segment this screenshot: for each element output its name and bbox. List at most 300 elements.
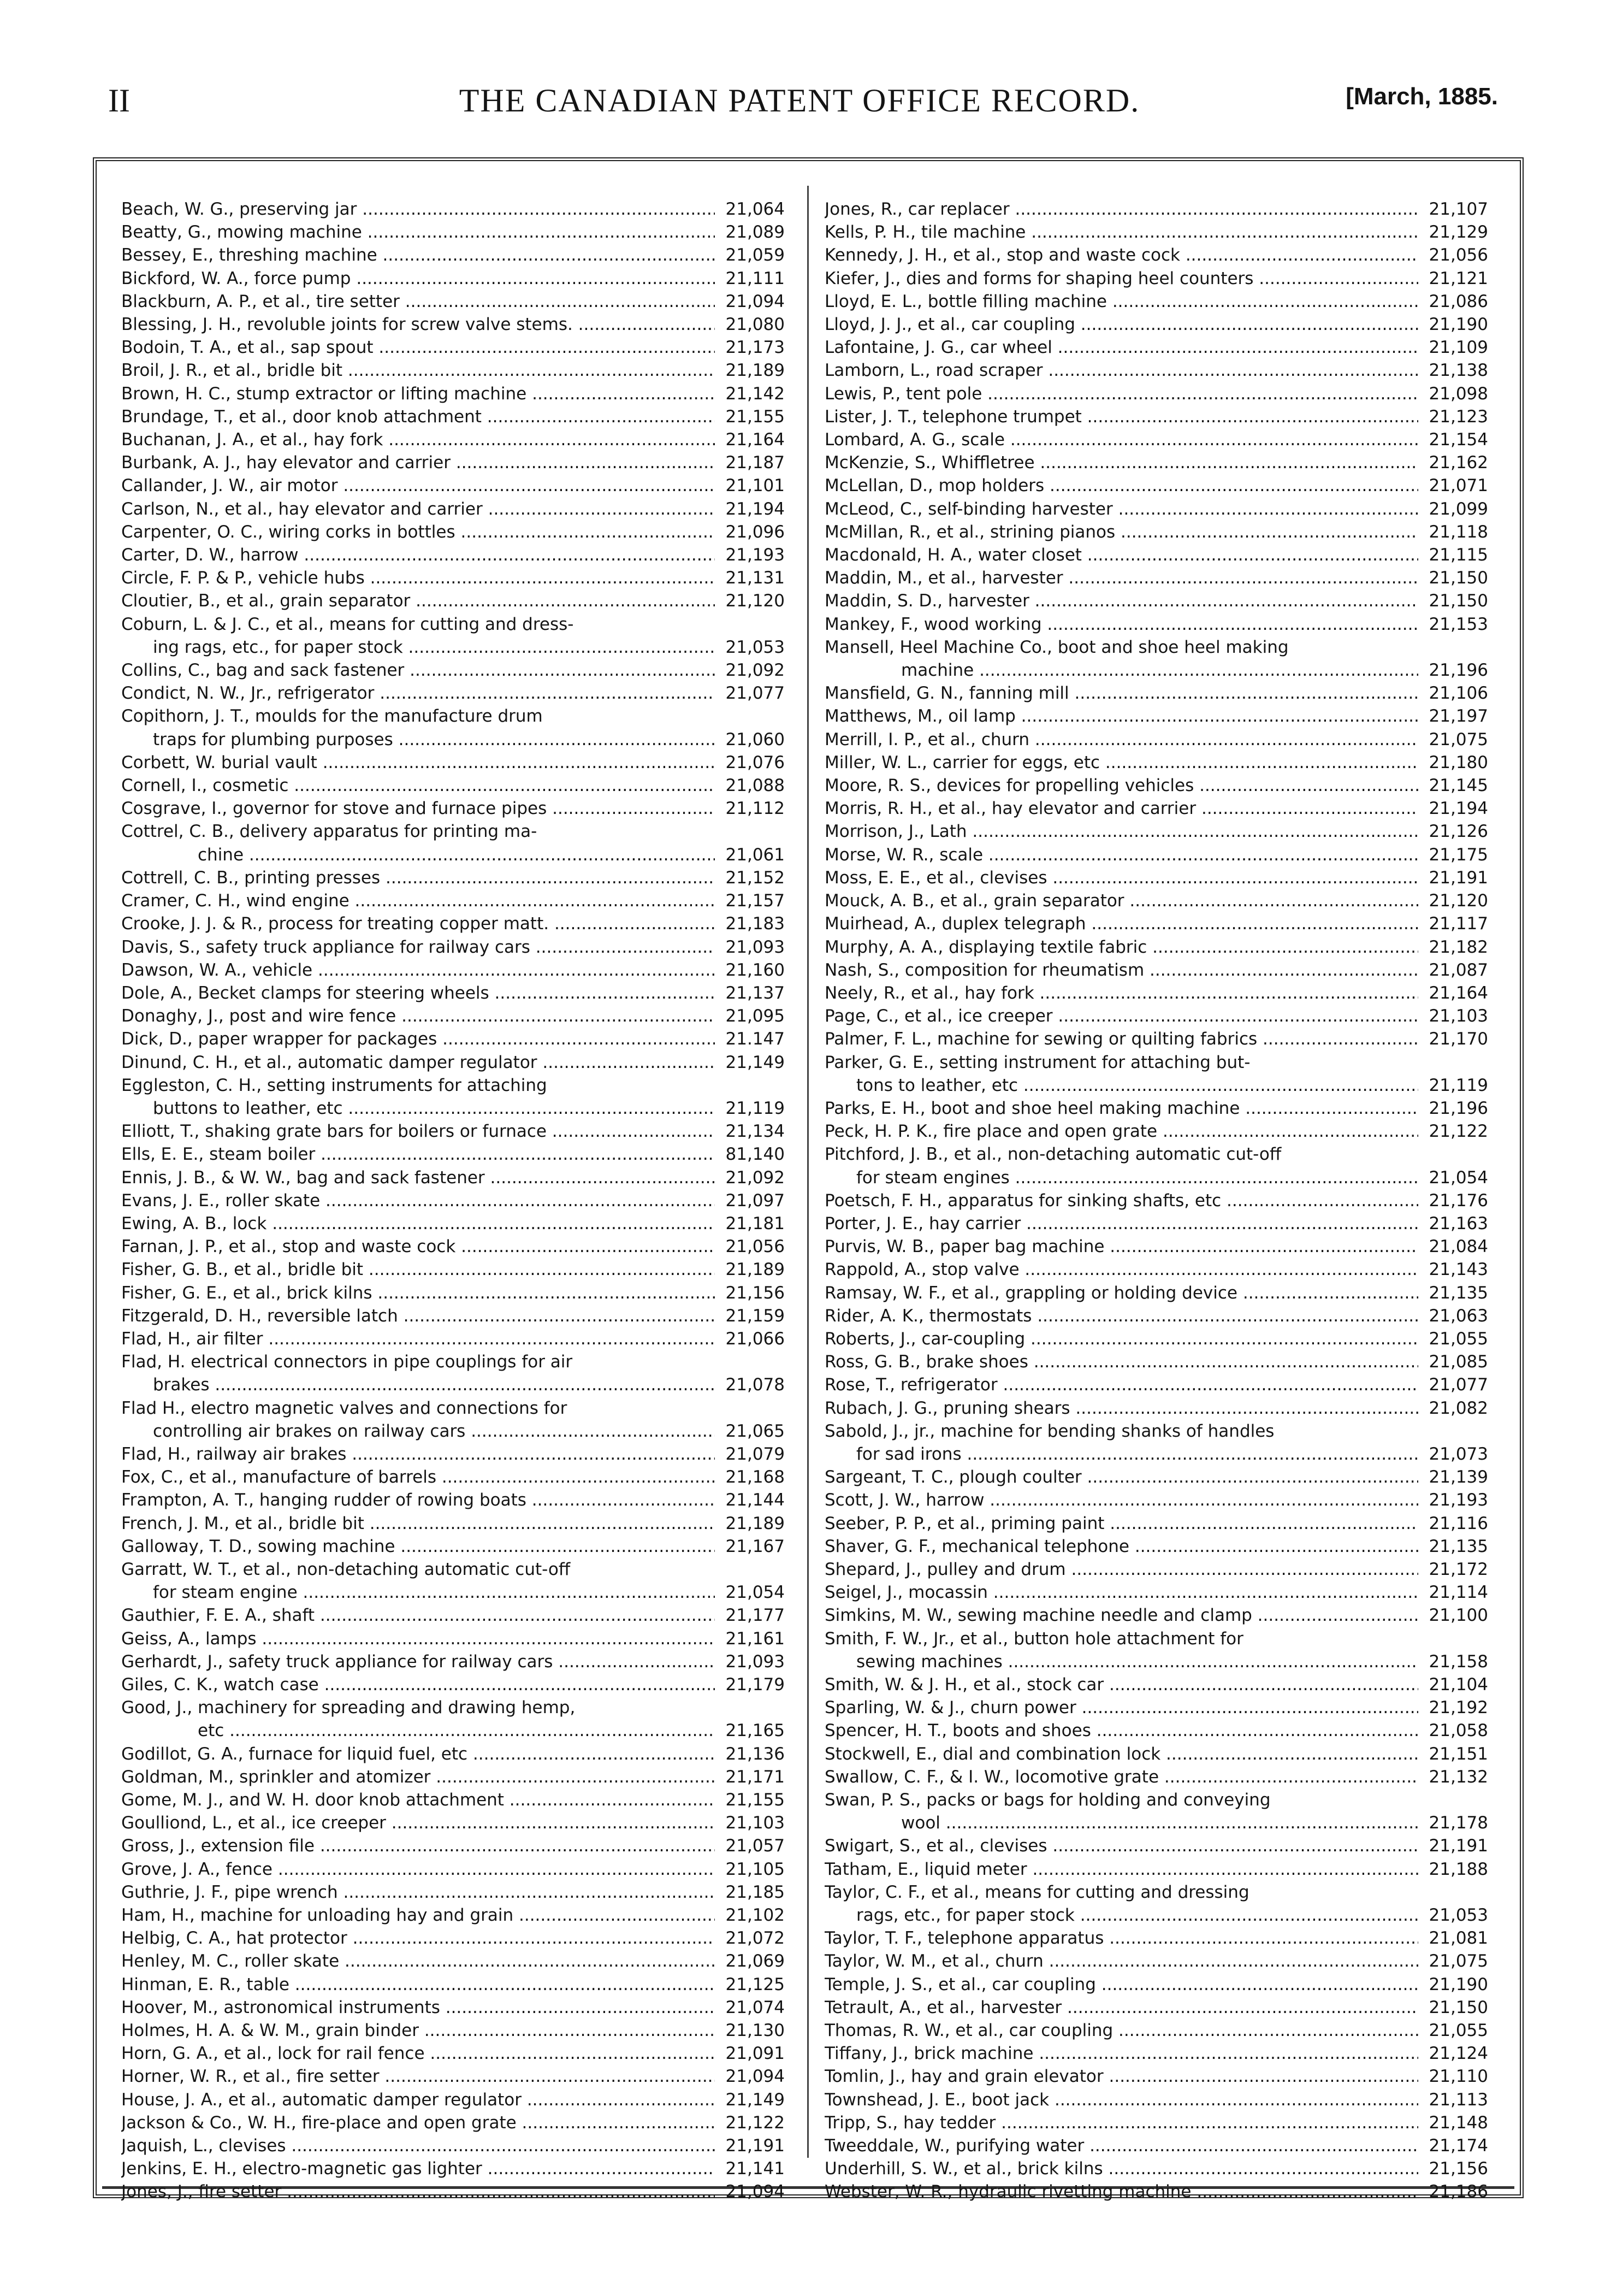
- page-number: II: [108, 82, 130, 119]
- patent-number: 21,183: [725, 914, 785, 934]
- entry-description: Horner, W. R., et al., fire setter .....: [121, 2065, 715, 2088]
- patent-number: 21,098: [1429, 383, 1488, 404]
- entry-description: Shaver, G. F., mechanical telephone .....: [825, 1535, 1418, 1558]
- entry-description: wool .....: [825, 1811, 1418, 1834]
- entry-description: Horn, G. A., et al., lock for rail fence .....: [121, 2042, 715, 2065]
- patent-number: 21,080: [725, 315, 785, 335]
- patent-number: 21,060: [725, 729, 785, 749]
- index-entry: [121, 2157, 785, 2180]
- patent-number: 21,171: [725, 1767, 785, 1787]
- index-entry: [825, 1996, 1488, 2019]
- entry-description: Gross, J., extension file .....: [121, 1834, 715, 1857]
- entry-description: Galloway, T. D., sowing machine .....: [121, 1535, 715, 1558]
- index-entry: [825, 1120, 1488, 1143]
- index-entry: [121, 1120, 785, 1143]
- patent-number: 21,055: [1429, 2021, 1488, 2041]
- entry-description: Merrill, I. P., et al., churn .....: [825, 728, 1418, 751]
- patent-number: 21,054: [1429, 1167, 1488, 1188]
- patent-number: 21,190: [1429, 315, 1488, 335]
- index-entry: [825, 1950, 1488, 1973]
- entry-description: Swigart, S., et al., clevises .....: [825, 1834, 1418, 1857]
- entry-description: Scott, J. W., harrow .....: [825, 1489, 1418, 1512]
- index-entry: [121, 1904, 785, 1927]
- index-entry: [825, 659, 1488, 682]
- index-entry: [825, 1558, 1488, 1581]
- index-entry: [825, 751, 1488, 774]
- entry-description: Maddin, M., et al., harvester .....: [825, 566, 1418, 589]
- index-entry: [825, 198, 1488, 221]
- index-entry: [825, 359, 1488, 382]
- index-entry: [121, 198, 785, 221]
- patent-number: 21,155: [725, 406, 785, 427]
- entry-description: Tetrault, A., et al., harvester .....: [825, 1996, 1418, 2019]
- entry-description: Ells, E. E., steam boiler .....: [121, 1143, 715, 1166]
- patent-number: 21,076: [725, 752, 785, 772]
- entry-description: Carlson, N., et al., hay elevator and carrier .....: [121, 498, 715, 521]
- entry-description: Dick, D., paper wrapper for packages .....: [121, 1028, 715, 1050]
- entry-description: Taylor, W. M., et al., churn .....: [825, 1950, 1418, 1973]
- entry-description: for sad irons .....: [825, 1443, 1418, 1466]
- index-entry: [121, 290, 785, 313]
- entry-description: machine .....: [825, 659, 1418, 682]
- entry-description: Purvis, W. B., paper bag machine .....: [825, 1235, 1418, 1258]
- patent-number: 81,140: [725, 1144, 785, 1165]
- index-entry: [825, 1766, 1488, 1789]
- patent-number: 21,093: [725, 937, 785, 957]
- patent-number: 21,163: [1429, 1213, 1488, 1233]
- index-entry: [825, 1235, 1488, 1258]
- entry-description: brakes .....: [121, 1373, 715, 1396]
- entry-description: Blessing, J. H., revoluble joints for screw valve stems. .....: [121, 313, 715, 336]
- index-entry-heading: Garratt, W. T., et al., non-detaching automatic cut-off: [121, 1559, 571, 1579]
- entry-description: etc .....: [121, 1719, 715, 1742]
- entry-description: Simkins, M. W., sewing machine needle and clamp .....: [825, 1604, 1418, 1627]
- entry-description: Underhill, S. W., et al., brick kilns .....: [825, 2157, 1418, 2180]
- index-entry: [121, 544, 785, 566]
- patent-number: 21,109: [1429, 338, 1488, 358]
- patent-number: 21,129: [1429, 222, 1488, 243]
- patent-number: 21,135: [1429, 1283, 1488, 1303]
- index-entry: [121, 1097, 785, 1120]
- index-entry: [825, 774, 1488, 797]
- entry-description: Jaquish, L., clevises .....: [121, 2134, 715, 2157]
- patent-number: 21,135: [1429, 1536, 1488, 1556]
- index-entry: [121, 1028, 785, 1050]
- index-entry: [121, 1719, 785, 1742]
- index-entry: [121, 1996, 785, 2019]
- entry-description: Hinman, E. R., table .....: [121, 1973, 715, 1996]
- index-entry: [825, 1189, 1488, 1212]
- patent-number: 21,120: [725, 591, 785, 611]
- entry-description: Stockwell, E., dial and combination lock .....: [825, 1743, 1418, 1766]
- patent-number: 21,154: [1429, 430, 1488, 450]
- entry-description: Henley, M. C., roller skate .....: [121, 1950, 715, 1973]
- entry-description: Bickford, W. A., force pump .....: [121, 267, 715, 290]
- patent-number: 21,191: [725, 2136, 785, 2156]
- index-entry: [825, 1673, 1488, 1696]
- entry-description: Ross, G. B., brake shoes .....: [825, 1350, 1418, 1373]
- entry-description: McKenzie, S., Whiffletree .....: [825, 451, 1418, 474]
- index-entry: [121, 336, 785, 359]
- entry-description: Cosgrave, I., governor for stove and furnace pipes .....: [121, 797, 715, 820]
- entry-description: French, J. M., et al., bridle bit .....: [121, 1512, 715, 1535]
- patent-number: 21,074: [725, 1997, 785, 2017]
- entry-description: controlling air brakes on railway cars .....: [121, 1420, 715, 1443]
- entry-description: Sparling, W. & J., churn power .....: [825, 1696, 1418, 1719]
- entry-description: Brundage, T., et al., door knob attachment .....: [121, 405, 715, 428]
- patent-number: 21,137: [725, 983, 785, 1003]
- index-entry: [121, 1443, 785, 1466]
- index-entry: [121, 1258, 785, 1281]
- entry-description: Lafontaine, J. G., car wheel .....: [825, 336, 1418, 359]
- index-entry: [825, 1282, 1488, 1305]
- entry-description: Morse, W. R., scale .....: [825, 843, 1418, 866]
- entry-description: Cloutier, B., et al., grain separator .....: [121, 589, 715, 612]
- patent-number: 21,110: [1429, 2067, 1488, 2087]
- patent-number: 21,105: [725, 1859, 785, 1879]
- entry-description: Ramsay, W. F., et al., grappling or holding device .....: [825, 1282, 1418, 1305]
- entry-description: Webster, W. R., hydraulic rivetting machine .....: [825, 2180, 1418, 2203]
- entry-description: Muirhead, A., duplex telegraph .....: [825, 912, 1418, 935]
- entry-description: Crooke, J. J. & R., process for treating copper matt. .....: [121, 912, 715, 935]
- patent-number: 21,159: [725, 1306, 785, 1326]
- patent-number: 21,114: [1429, 1583, 1488, 1603]
- index-entry: [825, 521, 1488, 544]
- index-entry: [121, 959, 785, 982]
- patent-number: 21,188: [1429, 1859, 1488, 1879]
- index-entry: [121, 1189, 785, 1212]
- patent-number: 21,132: [1429, 1767, 1488, 1787]
- entry-description: Grove, J. A., fence .....: [121, 1858, 715, 1881]
- patent-number: 21,112: [725, 799, 785, 819]
- index-entry: [825, 2157, 1488, 2180]
- patent-number: 21,156: [725, 1283, 785, 1303]
- entry-description: Broil, J. R., et al., bridle bit .....: [121, 359, 715, 382]
- patent-number: 21,160: [725, 960, 785, 980]
- entry-description: buttons to leather, etc .....: [121, 1097, 715, 1120]
- patent-number: 21,134: [725, 1122, 785, 1142]
- patent-number: 21,149: [725, 2090, 785, 2110]
- index-entry: [121, 1143, 785, 1166]
- index-entry: [825, 589, 1488, 612]
- index-entry-heading: Parker, G. E., setting instrument for attaching but-: [825, 1052, 1251, 1072]
- patent-number: 21.147: [725, 1029, 785, 1049]
- patent-number: 21,185: [725, 1882, 785, 1902]
- entry-description: Frampton, A. T., hanging rudder of rowing boats .....: [121, 1489, 715, 1512]
- entry-description: Callander, J. W., air motor .....: [121, 474, 715, 497]
- patent-number: 21,142: [725, 383, 785, 404]
- index-entry: [825, 267, 1488, 290]
- index-entry: [121, 797, 785, 820]
- index-entry: [121, 267, 785, 290]
- entry-description: Jones, R., car replacer .....: [825, 198, 1418, 221]
- index-entry: [121, 474, 785, 497]
- entry-description: Davis, S., safety truck appliance for railway cars .....: [121, 936, 715, 959]
- entry-description: McLellan, D., mop holders .....: [825, 474, 1418, 497]
- index-entry: [121, 1512, 785, 1535]
- index-entry: [825, 1443, 1488, 1466]
- patent-number: 21,189: [725, 361, 785, 381]
- index-entry: [121, 659, 785, 682]
- patent-number: 21,177: [725, 1606, 785, 1626]
- entry-description: Burbank, A. J., hay elevator and carrier .....: [121, 451, 715, 474]
- index-entry: [121, 751, 785, 774]
- patent-number: 21,097: [725, 1190, 785, 1211]
- index-entry: [825, 1512, 1488, 1535]
- entry-description: Porter, J. E., hay carrier .....: [825, 1212, 1418, 1235]
- entry-description: Beatty, G., mowing machine .....: [121, 221, 715, 244]
- index-entry: [121, 1973, 785, 1996]
- patent-number: 21,194: [1429, 799, 1488, 819]
- entry-description: Smith, W. & J. H., et al., stock car .....: [825, 1673, 1418, 1696]
- patent-number: 21,104: [1429, 1675, 1488, 1695]
- index-entry: [825, 912, 1488, 935]
- entry-description: Seeber, P. P., et al., priming paint .....: [825, 1512, 1418, 1535]
- patent-number: 21,191: [1429, 1836, 1488, 1856]
- index-entry: [825, 613, 1488, 636]
- index-entry: [121, 2042, 785, 2065]
- entry-description: Neely, R., et al., hay fork .....: [825, 982, 1418, 1005]
- index-entry: [825, 1904, 1488, 1927]
- index-entry: [121, 521, 785, 544]
- patent-number: 21,124: [1429, 2044, 1488, 2064]
- entry-description: Ham, H., machine for unloading hay and grain .....: [121, 1904, 715, 1927]
- index-entry: [121, 2180, 785, 2203]
- index-entry: [121, 498, 785, 521]
- entry-description: Moss, E. E., et al., clevises .....: [825, 866, 1418, 889]
- patent-number: 21,081: [1429, 1928, 1488, 1949]
- index-entry: [825, 244, 1488, 267]
- entry-description: Miller, W. L., carrier for eggs, etc .....: [825, 751, 1418, 774]
- patent-number: 21,088: [725, 776, 785, 796]
- index-entry: [121, 2134, 785, 2157]
- patent-number: 21,057: [725, 1836, 785, 1856]
- entry-description: Helbig, C. A., hat protector .....: [121, 1927, 715, 1950]
- entry-description: Carpenter, O. C., wiring corks in bottles .....: [121, 521, 715, 544]
- entry-description: Holmes, H. A. & W. M., grain binder .....: [121, 2019, 715, 2042]
- entry-description: tons to leather, etc .....: [825, 1074, 1418, 1097]
- index-entry: [121, 428, 785, 451]
- patent-number: 21,197: [1429, 706, 1488, 727]
- patent-number: 21,150: [1429, 568, 1488, 588]
- patent-number: 21,156: [1429, 2159, 1488, 2179]
- index-entry: [825, 2134, 1488, 2157]
- entry-description: Morris, R. H., et al., hay elevator and carrier .....: [825, 797, 1418, 820]
- entry-description: Evans, J. E., roller skate .....: [121, 1189, 715, 1212]
- entry-description: Tiffany, J., brick machine .....: [825, 2042, 1418, 2065]
- index-entry: [825, 1074, 1488, 1097]
- index-entry: [825, 797, 1488, 820]
- index-entry: [825, 959, 1488, 982]
- patent-number: 21,187: [725, 453, 785, 473]
- entry-description: Thomas, R. W., et al., car coupling .....: [825, 2019, 1418, 2042]
- entry-description: Cottrell, C. B., printing presses .....: [121, 866, 715, 889]
- index-entry: [121, 1282, 785, 1305]
- index-entry: [825, 866, 1488, 889]
- index-entry: [825, 474, 1488, 497]
- entry-description: Lloyd, E. L., bottle filling machine .....: [825, 290, 1418, 313]
- patent-number: 21,096: [725, 522, 785, 542]
- index-entry: [121, 244, 785, 267]
- index-entry: [121, 982, 785, 1005]
- index-entry: [825, 889, 1488, 912]
- entry-description: Gome, M. J., and W. H. door knob attachment .....: [121, 1789, 715, 1811]
- index-entry: [121, 1420, 785, 1443]
- patent-number: 21,196: [1429, 1098, 1488, 1118]
- patent-number: 21,075: [1429, 1951, 1488, 1972]
- index-entry: [121, 843, 785, 866]
- entry-description: for steam engines .....: [825, 1166, 1418, 1189]
- entry-description: Lombard, A. G., scale .....: [825, 428, 1418, 451]
- entry-description: Guthrie, J. F., pipe wrench .....: [121, 1881, 715, 1904]
- index-entry: [825, 2042, 1488, 2065]
- patent-number: 21,194: [725, 499, 785, 519]
- entry-description: Roberts, J., car-coupling .....: [825, 1327, 1418, 1350]
- index-entry: [825, 1696, 1488, 1719]
- index-entry: [825, 1973, 1488, 1996]
- left-index-column: [121, 198, 785, 2202]
- entry-description: Sargeant, T. C., plough coulter .....: [825, 1466, 1418, 1489]
- entry-description: Carter, D. W., harrow .....: [121, 544, 715, 566]
- patent-number: 21,064: [725, 199, 785, 219]
- index-entry: [121, 1650, 785, 1673]
- index-entry: [121, 889, 785, 912]
- patent-number: 21,115: [1429, 545, 1488, 565]
- index-entry: [121, 566, 785, 589]
- patent-number: 21,192: [1429, 1698, 1488, 1718]
- patent-number: 21,103: [725, 1813, 785, 1833]
- patent-number: 21,073: [1429, 1444, 1488, 1464]
- entry-description: Tatham, E., liquid meter .....: [825, 1858, 1418, 1881]
- index-entry: [121, 636, 785, 659]
- patent-number: 21,072: [725, 1928, 785, 1949]
- patent-number: 21,144: [725, 1490, 785, 1510]
- index-entry: [825, 1811, 1488, 1834]
- index-entry: [825, 221, 1488, 244]
- index-entry: [825, 2180, 1488, 2203]
- index-entry: [825, 1535, 1488, 1558]
- patent-number: 21,099: [1429, 499, 1488, 519]
- index-entry: [121, 1927, 785, 1950]
- index-entry: [825, 2088, 1488, 2111]
- patent-number: 21,180: [1429, 752, 1488, 772]
- patent-number: 21,148: [1429, 2112, 1488, 2133]
- index-entry: [825, 1166, 1488, 1189]
- entry-description: Seigel, J., mocassin .....: [825, 1581, 1418, 1604]
- entry-description: Bessey, E., threshing machine .....: [121, 244, 715, 267]
- patent-number: 21,119: [1429, 1075, 1488, 1095]
- patent-number: 21,181: [725, 1213, 785, 1233]
- patent-number: 21,170: [1429, 1029, 1488, 1049]
- patent-number: 21,173: [725, 338, 785, 358]
- index-entry: [121, 1834, 785, 1857]
- entry-description: Mansfield, G. N., fanning mill .....: [825, 682, 1418, 705]
- patent-number: 21,061: [725, 845, 785, 865]
- index-entry: [121, 451, 785, 474]
- index-entry: [121, 2088, 785, 2111]
- entry-description: Kennedy, J. H., et al., stop and waste cock .....: [825, 244, 1418, 267]
- entry-description: Mouck, A. B., et al., grain separator .....: [825, 889, 1418, 912]
- patent-number: 21,121: [1429, 268, 1488, 288]
- index-entry: [121, 774, 785, 797]
- patent-number: 21,107: [1429, 199, 1488, 219]
- entry-description: McMillan, R., et al., strining pianos .....: [825, 521, 1418, 544]
- entry-description: Kells, P. H., tile machine .....: [825, 221, 1418, 244]
- entry-description: Hoover, M., astronomical instruments .....: [121, 1996, 715, 2019]
- patent-number: 21,086: [1429, 291, 1488, 311]
- index-entry: [825, 1097, 1488, 1120]
- index-entry: [825, 405, 1488, 428]
- patent-number: 21,092: [725, 660, 785, 681]
- index-entry: [825, 544, 1488, 566]
- index-entry-heading: Taylor, C. F., et al., means for cutting and dressing: [825, 1882, 1249, 1902]
- entry-description: Lister, J. T., telephone trumpet .....: [825, 405, 1418, 428]
- entry-description: Dole, A., Becket clamps for steering wheels .....: [121, 982, 715, 1005]
- patent-number: 21,143: [1429, 1260, 1488, 1280]
- patent-number: 21,094: [725, 2182, 785, 2202]
- entry-description: Spencer, H. T., boots and shoes .....: [825, 1719, 1418, 1742]
- entry-description: Palmer, F. L., machine for sewing or quilting fabrics .....: [825, 1028, 1418, 1050]
- patent-number: 21,075: [1429, 729, 1488, 749]
- patent-number: 21,094: [725, 2067, 785, 2087]
- entry-description: sewing machines .....: [825, 1650, 1418, 1673]
- patent-number: 21,138: [1429, 361, 1488, 381]
- entry-description: Farnan, J. P., et al., stop and waste cock .....: [121, 1235, 715, 1258]
- patent-number: 21,082: [1429, 1398, 1488, 1418]
- entry-description: Page, C., et al., ice creeper .....: [825, 1005, 1418, 1028]
- patent-number: 21,153: [1429, 614, 1488, 634]
- index-entry: [825, 1212, 1488, 1235]
- index-entry-heading: Eggleston, C. H., setting instruments for attaching: [121, 1075, 547, 1095]
- patent-number: 21,122: [1429, 1122, 1488, 1142]
- index-entry: [121, 1051, 785, 1074]
- patent-number: 21,116: [1429, 1513, 1488, 1533]
- patent-number: 21,131: [725, 568, 785, 588]
- index-entry: [121, 1489, 785, 1512]
- entry-description: Geiss, A., lamps .....: [121, 1627, 715, 1650]
- patent-number: 21,130: [725, 2021, 785, 2041]
- entry-description: Tweeddale, W., purifying water .....: [825, 2134, 1418, 2157]
- entry-description: for steam engine .....: [121, 1581, 715, 1604]
- index-entry: [825, 1327, 1488, 1350]
- patent-number: 21,100: [1429, 1606, 1488, 1626]
- index-entry: [825, 1466, 1488, 1489]
- index-entry: [121, 1766, 785, 1789]
- index-entry: [121, 1005, 785, 1028]
- patent-number: 21,122: [725, 2112, 785, 2133]
- patent-number: 21,101: [725, 476, 785, 496]
- index-entry: [121, 1373, 785, 1396]
- entry-description: Parks, E. H., boot and shoe heel making machine .....: [825, 1097, 1418, 1120]
- entry-description: Beach, W. G., preserving jar .....: [121, 198, 715, 221]
- entry-description: Jones, J., fire setter .....: [121, 2180, 715, 2203]
- entry-description: Brown, H. C., stump extractor or lifting machine .....: [121, 382, 715, 405]
- patent-number: 21,190: [1429, 1974, 1488, 1994]
- index-entry: [825, 382, 1488, 405]
- patent-number: 21,141: [725, 2159, 785, 2179]
- index-entry: [825, 843, 1488, 866]
- index-entry: [121, 866, 785, 889]
- index-entry: [121, 1789, 785, 1811]
- index-entry: [121, 1811, 785, 1834]
- entry-description: McLeod, C., self-binding harvester .....: [825, 498, 1418, 521]
- entry-description: Nash, S., composition for rheumatism .....: [825, 959, 1418, 982]
- patent-number: 21,158: [1429, 1651, 1488, 1672]
- entry-description: Lamborn, L., road scraper .....: [825, 359, 1418, 382]
- patent-number: 21,095: [725, 1006, 785, 1026]
- patent-number: 21,077: [725, 683, 785, 704]
- patent-number: 21,053: [1429, 1905, 1488, 1926]
